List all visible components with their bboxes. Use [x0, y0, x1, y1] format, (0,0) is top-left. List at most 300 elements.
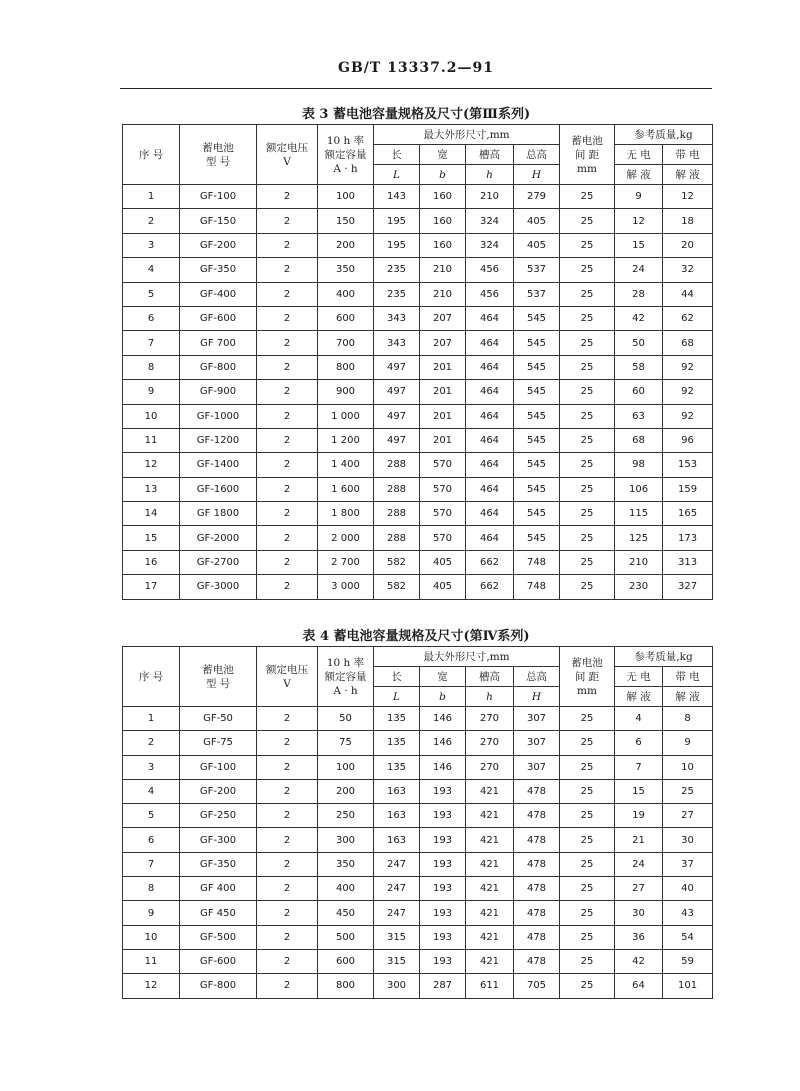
- table-row: [123, 779, 713, 803]
- cell-length: 288: [374, 526, 420, 550]
- cell-capacity: 900: [318, 380, 374, 404]
- cell-capacity: 350: [318, 258, 374, 282]
- cell-length: 288: [374, 477, 420, 501]
- cell-spacing: 25: [560, 974, 615, 998]
- cell-spacing: 25: [560, 209, 615, 233]
- cell-capacity: 800: [318, 974, 374, 998]
- cell-spacing: 25: [560, 550, 615, 574]
- header-spacing: [560, 647, 615, 707]
- cell-seq: 11: [123, 949, 180, 973]
- cell-voltage: 2: [257, 331, 318, 355]
- cell-model: GF-400: [180, 282, 257, 306]
- cell-width: 405: [420, 575, 466, 599]
- cell-length: 288: [374, 453, 420, 477]
- cell-total-height: 545: [514, 306, 560, 330]
- cell-model: GF 450: [180, 901, 257, 925]
- cell-voltage: 2: [257, 428, 318, 452]
- cell-voltage: 2: [257, 550, 318, 574]
- header-length: 长: [374, 145, 420, 165]
- cell-voltage: 2: [257, 282, 318, 306]
- cell-voltage: 2: [257, 477, 318, 501]
- cell-width: 193: [420, 925, 466, 949]
- cell-spacing: 25: [560, 404, 615, 428]
- cell-mass-wet: 165: [663, 502, 713, 526]
- cell-spacing: 25: [560, 575, 615, 599]
- cell-mass-dry: 115: [615, 502, 663, 526]
- cell-width: 146: [420, 731, 466, 755]
- header-spacing-line2: 间 距: [574, 670, 600, 683]
- cell-seq: 9: [123, 380, 180, 404]
- cell-mass-wet: 68: [663, 331, 713, 355]
- cell-total-height: 545: [514, 526, 560, 550]
- cell-capacity: 150: [318, 209, 374, 233]
- header-dry-line2: 解 液: [615, 165, 663, 185]
- cell-mass-dry: 6: [615, 731, 663, 755]
- cell-length: 315: [374, 949, 420, 973]
- table-row: [123, 306, 713, 330]
- cell-groove-height: 210: [466, 185, 514, 209]
- cell-mass-dry: 63: [615, 404, 663, 428]
- cell-total-height: 748: [514, 575, 560, 599]
- table3-title: 表 3 蓄电池容量规格及尺寸(第Ⅲ系列): [301, 107, 531, 122]
- cell-groove-height: 324: [466, 209, 514, 233]
- header-dry-line1: 无 电: [615, 667, 663, 687]
- cell-model: GF-3000: [180, 575, 257, 599]
- cell-total-height: 478: [514, 779, 560, 803]
- header-length-symbol: L: [374, 687, 420, 707]
- cell-capacity: 1 000: [318, 404, 374, 428]
- cell-seq: 6: [123, 828, 180, 852]
- cell-mass-wet: 62: [663, 306, 713, 330]
- cell-spacing: 25: [560, 925, 615, 949]
- cell-capacity: 100: [318, 185, 374, 209]
- cell-groove-height: 421: [466, 804, 514, 828]
- cell-total-height: 705: [514, 974, 560, 998]
- cell-capacity: 450: [318, 901, 374, 925]
- cell-mass-dry: 60: [615, 380, 663, 404]
- cell-groove-height: 464: [466, 453, 514, 477]
- cell-spacing: 25: [560, 779, 615, 803]
- cell-voltage: 2: [257, 731, 318, 755]
- cell-seq: 3: [123, 233, 180, 257]
- cell-groove-height: 421: [466, 949, 514, 973]
- cell-length: 135: [374, 707, 420, 731]
- cell-groove-height: 456: [466, 258, 514, 282]
- cell-total-height: 405: [514, 209, 560, 233]
- cell-groove-height: 464: [466, 331, 514, 355]
- cell-width: 210: [420, 258, 466, 282]
- cell-voltage: 2: [257, 233, 318, 257]
- cell-width: 193: [420, 901, 466, 925]
- cell-mass-dry: 12: [615, 209, 663, 233]
- cell-model: GF 1800: [180, 502, 257, 526]
- header-capacity: [318, 125, 374, 185]
- cell-width: 201: [420, 355, 466, 379]
- cell-seq: 1: [123, 185, 180, 209]
- cell-voltage: 2: [257, 185, 318, 209]
- cell-mass-dry: 7: [615, 755, 663, 779]
- header-voltage: [257, 125, 318, 185]
- table-row: [123, 550, 713, 574]
- header-spacing-line3: mm: [577, 684, 597, 697]
- table-row: [123, 731, 713, 755]
- cell-voltage: 2: [257, 306, 318, 330]
- header-model-line2: 型 号: [205, 155, 231, 168]
- cell-spacing: 25: [560, 258, 615, 282]
- header-seq: 序 号: [123, 647, 180, 707]
- cell-voltage: 2: [257, 804, 318, 828]
- header-total-height: 总高: [514, 667, 560, 687]
- cell-voltage: 2: [257, 258, 318, 282]
- cell-mass-dry: 30: [615, 901, 663, 925]
- table-row: [123, 233, 713, 257]
- cell-seq: 2: [123, 731, 180, 755]
- header-seq: 序 号: [123, 125, 180, 185]
- header-groove-symbol: h: [466, 687, 514, 707]
- cell-model: GF-100: [180, 185, 257, 209]
- cell-model: GF-75: [180, 731, 257, 755]
- cell-width: 207: [420, 306, 466, 330]
- cell-mass-wet: 43: [663, 901, 713, 925]
- cell-length: 582: [374, 575, 420, 599]
- header-total-symbol: H: [514, 165, 560, 185]
- cell-model: GF-900: [180, 380, 257, 404]
- cell-length: 235: [374, 282, 420, 306]
- cell-width: 210: [420, 282, 466, 306]
- cell-mass-wet: 92: [663, 404, 713, 428]
- header-model: [180, 125, 257, 185]
- cell-spacing: 25: [560, 877, 615, 901]
- header-dry-line1: 无 电: [615, 145, 663, 165]
- cell-mass-wet: 159: [663, 477, 713, 501]
- cell-total-height: 478: [514, 804, 560, 828]
- cell-capacity: 75: [318, 731, 374, 755]
- header-width-symbol: b: [420, 687, 466, 707]
- cell-total-height: 478: [514, 949, 560, 973]
- cell-capacity: 300: [318, 828, 374, 852]
- table3: [122, 124, 713, 600]
- cell-total-height: 478: [514, 828, 560, 852]
- cell-capacity: 1 400: [318, 453, 374, 477]
- cell-model: GF-500: [180, 925, 257, 949]
- cell-mass-dry: 98: [615, 453, 663, 477]
- header-spacing-line1: 蓄电池: [571, 656, 603, 669]
- cell-groove-height: 464: [466, 404, 514, 428]
- cell-total-height: 307: [514, 707, 560, 731]
- table-row: [123, 355, 713, 379]
- cell-capacity: 100: [318, 755, 374, 779]
- table-row: [123, 852, 713, 876]
- table-row: [123, 707, 713, 731]
- header-spacing-line3: mm: [577, 162, 597, 175]
- cell-model: GF-600: [180, 306, 257, 330]
- cell-groove-height: 464: [466, 428, 514, 452]
- cell-mass-dry: 42: [615, 949, 663, 973]
- cell-groove-height: 662: [466, 575, 514, 599]
- cell-model: GF-350: [180, 852, 257, 876]
- cell-mass-wet: 8: [663, 707, 713, 731]
- header-voltage-line2: V: [283, 677, 291, 690]
- table-row: [123, 209, 713, 233]
- cell-model: GF-2700: [180, 550, 257, 574]
- cell-voltage: 2: [257, 575, 318, 599]
- cell-model: GF-800: [180, 974, 257, 998]
- cell-total-height: 478: [514, 925, 560, 949]
- table-row: [123, 804, 713, 828]
- cell-width: 193: [420, 877, 466, 901]
- cell-voltage: 2: [257, 949, 318, 973]
- table-row: [123, 974, 713, 998]
- cell-mass-dry: 24: [615, 852, 663, 876]
- cell-groove-height: 421: [466, 877, 514, 901]
- cell-model: GF-300: [180, 828, 257, 852]
- cell-model: GF-1400: [180, 453, 257, 477]
- cell-spacing: 25: [560, 755, 615, 779]
- cell-capacity: 3 000: [318, 575, 374, 599]
- document-code: GB/T 13337.2—91: [338, 60, 494, 76]
- header-dimensions: 最大外形尺寸,mm: [374, 125, 560, 145]
- cell-model: GF 400: [180, 877, 257, 901]
- header-model: [180, 647, 257, 707]
- header-wet-line2: 解 液: [663, 687, 713, 707]
- cell-spacing: 25: [560, 380, 615, 404]
- table-row: [123, 901, 713, 925]
- cell-seq: 13: [123, 477, 180, 501]
- cell-capacity: 200: [318, 779, 374, 803]
- cell-length: 315: [374, 925, 420, 949]
- cell-total-height: 748: [514, 550, 560, 574]
- table-row: [123, 185, 713, 209]
- cell-mass-wet: 327: [663, 575, 713, 599]
- cell-capacity: 250: [318, 804, 374, 828]
- cell-voltage: 2: [257, 707, 318, 731]
- table-row: [123, 502, 713, 526]
- cell-model: GF-100: [180, 755, 257, 779]
- header-groove-height: 槽高: [466, 667, 514, 687]
- cell-spacing: 25: [560, 901, 615, 925]
- cell-seq: 4: [123, 779, 180, 803]
- cell-length: 497: [374, 380, 420, 404]
- table4: [122, 646, 713, 999]
- cell-groove-height: 662: [466, 550, 514, 574]
- cell-length: 143: [374, 185, 420, 209]
- cell-total-height: 405: [514, 233, 560, 257]
- cell-total-height: 537: [514, 282, 560, 306]
- cell-mass-dry: 36: [615, 925, 663, 949]
- cell-mass-wet: 59: [663, 949, 713, 973]
- cell-total-height: 279: [514, 185, 560, 209]
- table-row: [123, 925, 713, 949]
- header-rule: [120, 88, 712, 89]
- header-capacity-line1: 10 h 率: [326, 134, 365, 147]
- cell-total-height: 478: [514, 901, 560, 925]
- header-model-line1: 蓄电池: [202, 663, 234, 676]
- cell-mass-wet: 18: [663, 209, 713, 233]
- cell-mass-wet: 92: [663, 380, 713, 404]
- cell-total-height: 545: [514, 428, 560, 452]
- cell-capacity: 600: [318, 306, 374, 330]
- cell-seq: 4: [123, 258, 180, 282]
- cell-spacing: 25: [560, 428, 615, 452]
- cell-total-height: 545: [514, 380, 560, 404]
- header-groove-symbol: h: [466, 165, 514, 185]
- cell-total-height: 307: [514, 755, 560, 779]
- header-length-symbol: L: [374, 165, 420, 185]
- cell-groove-height: 456: [466, 282, 514, 306]
- header-capacity-line1: 10 h 率: [326, 656, 365, 669]
- cell-mass-wet: 10: [663, 755, 713, 779]
- table-row: [123, 575, 713, 599]
- cell-groove-height: 324: [466, 233, 514, 257]
- header-mass: 参考质量,kg: [615, 125, 713, 145]
- cell-mass-dry: 42: [615, 306, 663, 330]
- cell-mass-wet: 40: [663, 877, 713, 901]
- cell-voltage: 2: [257, 828, 318, 852]
- cell-width: 146: [420, 755, 466, 779]
- cell-length: 343: [374, 306, 420, 330]
- cell-total-height: 307: [514, 731, 560, 755]
- cell-mass-dry: 210: [615, 550, 663, 574]
- cell-voltage: 2: [257, 209, 318, 233]
- header-wet-line2: 解 液: [663, 165, 713, 185]
- header-voltage: [257, 647, 318, 707]
- header-mass: 参考质量,kg: [615, 647, 713, 667]
- cell-spacing: 25: [560, 306, 615, 330]
- cell-mass-dry: 68: [615, 428, 663, 452]
- header-voltage-line2: V: [283, 155, 291, 168]
- table-row: [123, 477, 713, 501]
- cell-model: GF-600: [180, 949, 257, 973]
- cell-total-height: 545: [514, 453, 560, 477]
- cell-model: GF-350: [180, 258, 257, 282]
- cell-spacing: 25: [560, 707, 615, 731]
- cell-length: 582: [374, 550, 420, 574]
- table-row: [123, 526, 713, 550]
- header-voltage-line1: 额定电压: [266, 663, 308, 676]
- cell-groove-height: 270: [466, 731, 514, 755]
- cell-seq: 10: [123, 404, 180, 428]
- cell-capacity: 1 600: [318, 477, 374, 501]
- cell-length: 247: [374, 901, 420, 925]
- cell-width: 207: [420, 331, 466, 355]
- cell-spacing: 25: [560, 185, 615, 209]
- cell-model: GF-200: [180, 233, 257, 257]
- cell-mass-wet: 30: [663, 828, 713, 852]
- cell-spacing: 25: [560, 477, 615, 501]
- cell-width: 570: [420, 502, 466, 526]
- table-row: [123, 428, 713, 452]
- cell-mass-dry: 21: [615, 828, 663, 852]
- cell-mass-dry: 9: [615, 185, 663, 209]
- cell-spacing: 25: [560, 828, 615, 852]
- cell-width: 193: [420, 804, 466, 828]
- cell-model: GF-1600: [180, 477, 257, 501]
- header-width: 宽: [420, 145, 466, 165]
- cell-total-height: 478: [514, 852, 560, 876]
- cell-capacity: 200: [318, 233, 374, 257]
- table-row: [123, 380, 713, 404]
- cell-model: GF-800: [180, 355, 257, 379]
- cell-length: 497: [374, 404, 420, 428]
- cell-width: 287: [420, 974, 466, 998]
- cell-total-height: 478: [514, 877, 560, 901]
- cell-seq: 12: [123, 453, 180, 477]
- cell-mass-dry: 58: [615, 355, 663, 379]
- cell-model: GF-200: [180, 779, 257, 803]
- cell-model: GF-150: [180, 209, 257, 233]
- cell-seq: 15: [123, 526, 180, 550]
- cell-capacity: 600: [318, 949, 374, 973]
- cell-capacity: 1 800: [318, 502, 374, 526]
- cell-mass-dry: 28: [615, 282, 663, 306]
- cell-voltage: 2: [257, 974, 318, 998]
- cell-seq: 1: [123, 707, 180, 731]
- cell-spacing: 25: [560, 804, 615, 828]
- cell-length: 247: [374, 852, 420, 876]
- cell-spacing: 25: [560, 502, 615, 526]
- cell-width: 193: [420, 828, 466, 852]
- cell-mass-wet: 20: [663, 233, 713, 257]
- cell-model: GF-1200: [180, 428, 257, 452]
- cell-seq: 7: [123, 331, 180, 355]
- cell-capacity: 400: [318, 877, 374, 901]
- header-wet-line1: 带 电: [663, 145, 713, 165]
- table-row: [123, 949, 713, 973]
- cell-seq: 17: [123, 575, 180, 599]
- cell-groove-height: 270: [466, 707, 514, 731]
- cell-voltage: 2: [257, 526, 318, 550]
- cell-groove-height: 464: [466, 306, 514, 330]
- cell-seq: 9: [123, 901, 180, 925]
- cell-voltage: 2: [257, 877, 318, 901]
- cell-voltage: 2: [257, 355, 318, 379]
- cell-length: 247: [374, 877, 420, 901]
- header-capacity-line2: 额定容量: [324, 670, 367, 683]
- cell-seq: 11: [123, 428, 180, 452]
- cell-mass-wet: 12: [663, 185, 713, 209]
- header-length: 长: [374, 667, 420, 687]
- cell-groove-height: 270: [466, 755, 514, 779]
- header-width-symbol: b: [420, 165, 466, 185]
- cell-voltage: 2: [257, 380, 318, 404]
- cell-mass-dry: 27: [615, 877, 663, 901]
- table4-body: [123, 707, 713, 999]
- cell-width: 201: [420, 428, 466, 452]
- cell-seq: 2: [123, 209, 180, 233]
- cell-width: 160: [420, 209, 466, 233]
- cell-mass-dry: 15: [615, 233, 663, 257]
- cell-length: 163: [374, 804, 420, 828]
- cell-groove-height: 421: [466, 901, 514, 925]
- table-row: [123, 404, 713, 428]
- cell-length: 300: [374, 974, 420, 998]
- header-capacity-line2: 额定容量: [324, 148, 367, 161]
- cell-mass-wet: 37: [663, 852, 713, 876]
- cell-voltage: 2: [257, 901, 318, 925]
- cell-model: GF-50: [180, 707, 257, 731]
- cell-mass-wet: 9: [663, 731, 713, 755]
- cell-mass-dry: 19: [615, 804, 663, 828]
- cell-width: 570: [420, 453, 466, 477]
- cell-length: 497: [374, 428, 420, 452]
- cell-mass-wet: 54: [663, 925, 713, 949]
- cell-capacity: 1 200: [318, 428, 374, 452]
- cell-length: 235: [374, 258, 420, 282]
- cell-mass-dry: 125: [615, 526, 663, 550]
- cell-capacity: 400: [318, 282, 374, 306]
- cell-groove-height: 464: [466, 526, 514, 550]
- table-row: [123, 828, 713, 852]
